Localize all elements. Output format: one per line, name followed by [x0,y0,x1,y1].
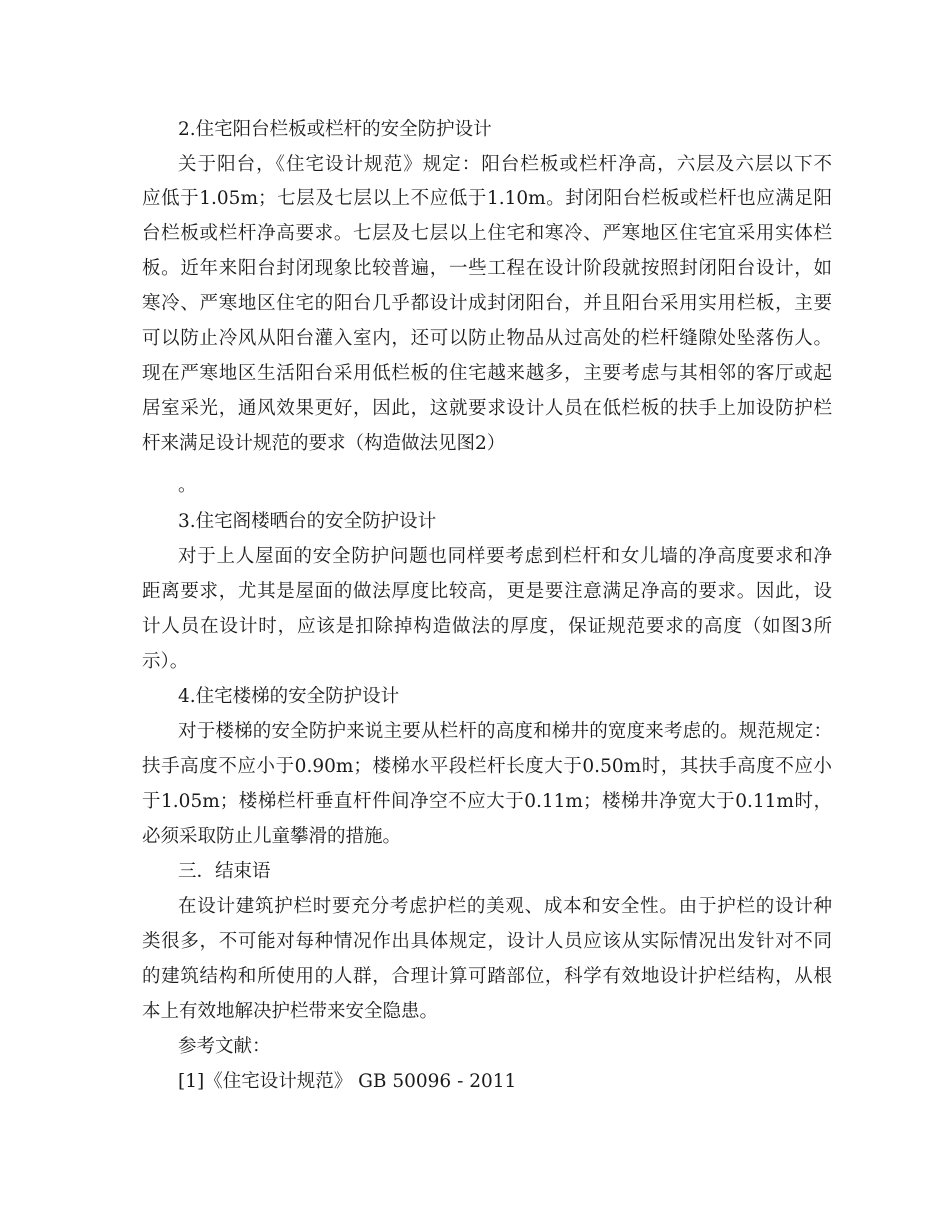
paragraph-line: 在设计建筑护栏时要充分考虑护栏的美观、成本和安全性。由于护栏的设计种 [178,896,832,917]
paragraph-line: 示）。 [142,651,189,672]
paragraph-line: 对于上人屋面的安全防护问题也同样要考虑到栏杆和女儿墙的净高度要求和净 [178,546,832,567]
paragraph-line: 居室采光，通风效果更好，因此，这就要求设计人员在低栏板的扶手上加设防护栏 [142,398,832,419]
section-heading: 三．结束语 [178,861,271,882]
paragraph-line: 距离要求，尤其是屋面的做法厚度比较高，更是要注意满足净高的要求。因此，设 [142,581,832,602]
paragraph-line: 计人员在设计时，应该是扣除掉构造做法的厚度，保证规范要求的高度（如图3所 [142,616,832,637]
paragraph-line: 应低于1.05m；七层及七层以上不应低于1.10m。封闭阳台栏板或栏杆也应满足阳 [142,188,832,209]
paragraph-line: 类很多，不可能对每种情况作出具体规定，设计人员应该从实际情况出发针对不同 [142,931,832,952]
paragraph-line: 的建筑结构和所使用的人群，合理计算可踏部位，科学有效地设计护栏结构，从根 [142,966,832,987]
section-heading: 4.住宅楼梯的安全防护设计 [178,686,400,707]
paragraph-line: 。 [178,475,197,496]
paragraph-line: 寒冷、严寒地区住宅的阳台几乎都设计成封闭阳台，并且阳台采用实用栏板，主要 [142,293,832,314]
paragraph-line: 台栏板或栏杆净高要求。七层及七层以上住宅和寒冷、严寒地区住宅宜采用实体栏 [142,223,832,244]
section-heading: 3.住宅阁楼晒台的安全防护设计 [178,511,437,532]
paragraph-line: 现在严寒地区生活阳台采用低栏板的住宅越来越多，主要考虑与其相邻的客厅或起 [142,363,832,384]
paragraph-line: 关于阳台，《住宅设计规范》规定：阳台栏板或栏杆净高，六层及六层以下不 [178,154,832,175]
paragraph-line: 可以防止冷风从阳台灌入室内，还可以防止物品从过高处的栏杆缝隙处坠落伤人。 [142,328,832,349]
paragraph-line: 板。近年来阳台封闭现象比较普遍，一些工程在设计阶段就按照封闭阳台设计，如 [142,258,832,279]
paragraph-line: 于1.05m；楼梯栏杆垂直杆件间净空不应大于0.11m；楼梯井净宽大于0.11m时， [142,791,832,812]
reference-item: [1]《住宅设计规范》 GB 50096 - 2011 [178,1071,517,1092]
paragraph-line: 杆来满足设计规范的要求（构造做法见图2） [142,433,506,454]
references-heading: 参考文献： [178,1036,271,1057]
paragraph-line: 扶手高度不应小于0.90m；楼梯水平段栏杆长度大于0.50m时，其扶手高度不应小 [142,756,832,777]
paragraph-line: 对于楼梯的安全防护来说主要从栏杆的高度和梯井的宽度来考虑的。规范规定： [178,721,832,742]
paragraph-line: 必须采取防止儿童攀滑的措施。 [142,826,402,847]
section-heading: 2.住宅阳台栏板或栏杆的安全防护设计 [178,119,492,140]
paragraph-line: 本上有效地解决护栏带来安全隐患。 [142,1001,439,1022]
